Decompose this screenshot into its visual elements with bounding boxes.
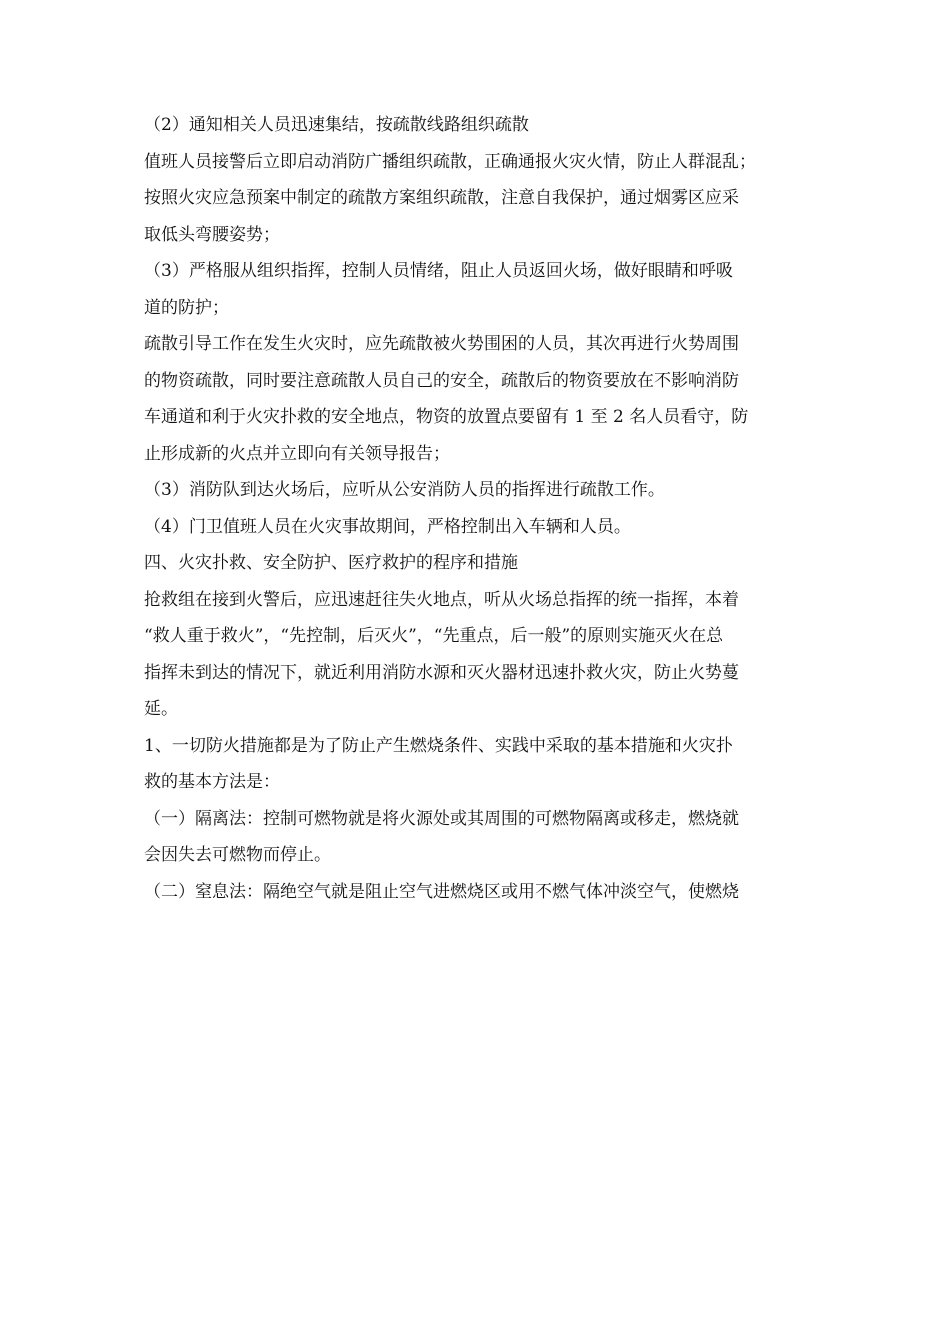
text-line: 抢救组在接到火警后，应迅速赶往失火地点，听从火场总指挥的统一指挥，本着 xyxy=(144,589,739,610)
text-line: 值班人员接警后立即启动消防广播组织疏散，正确通报火灾火情，防止人群混乱； xyxy=(144,151,756,172)
text-line: 1、一切防火措施都是为了防止产生燃烧条件、实践中采取的基本措施和火灾扑 xyxy=(144,735,733,756)
text-line: 救的基本方法是： xyxy=(144,772,280,792)
text-line: 按照火灾应急预案中制定的疏散方案组织疏散，注意自我保护，通过烟雾区应采 xyxy=(144,188,739,208)
text-line: （4）门卫值班人员在火灾事故期间，严格控制出入车辆和人员。 xyxy=(144,516,631,537)
text-line: 的物资疏散，同时要注意疏散人员自己的安全，疏散后的物资要放在不影响消防 xyxy=(144,370,739,391)
paragraph-rescue-team xyxy=(144,582,814,728)
text-line: 疏散引导工作在发生火灾时，应先疏散被火势围困的人员，其次再进行火势周围 xyxy=(144,334,739,354)
text-line: 会因失去可燃物而停止。 xyxy=(144,845,331,865)
paragraph-evacuation-plan xyxy=(144,180,814,253)
text-line: “救人重于救火”，“先控制，后灭火”，“先重点，后一般”的原则实施灭火在总 xyxy=(144,626,724,646)
text-line: 道的防护； xyxy=(144,297,229,318)
paragraph-obey-command xyxy=(144,253,814,326)
text-line: （3）严格服从组织指挥，控制人员情绪，阻止人员返回火场，做好眼睛和呼吸 xyxy=(144,261,733,281)
text-line: （3）消防队到达火场后，应听从公安消防人员的指挥进行疏散工作。 xyxy=(144,480,665,500)
paragraph-basic-methods xyxy=(144,728,814,801)
paragraph-duty-broadcast xyxy=(144,144,814,181)
text-line: 取低头弯腰姿势； xyxy=(144,224,280,245)
text-line: （2）通知相关人员迅速集结，按疏散线路组织疏散 xyxy=(144,115,529,135)
paragraph-evacuation-guidance xyxy=(144,326,814,472)
text-line: 延。 xyxy=(144,699,178,719)
text-line: 车通道和利于火灾扑救的安全地点，物资的放置点要留有 1 至 2 名人员看守，防 xyxy=(144,407,749,427)
paragraph-notify-evacuation xyxy=(144,107,814,144)
document-body xyxy=(144,107,814,910)
paragraph-suffocation-method xyxy=(144,874,814,911)
text-line: （一）隔离法：控制可燃物就是将火源处或其周围的可燃物隔离或移走，燃烧就 xyxy=(144,808,739,829)
paragraph-gate-guard xyxy=(144,509,814,546)
paragraph-fire-brigade xyxy=(144,472,814,509)
text-line: （二）窒息法：隔绝空气就是阻止空气进燃烧区或用不燃气体冲淡空气，使燃烧 xyxy=(144,881,739,902)
section-heading: 四、火灾扑救、安全防护、医疗救护的程序和措施 xyxy=(144,553,518,573)
text-line: 止形成新的火点并立即向有关领导报告； xyxy=(144,443,450,464)
paragraph-isolation-method xyxy=(144,801,814,874)
section-heading-fire-fighting xyxy=(144,545,814,582)
text-line: 指挥未到达的情况下，就近利用消防水源和灭火器材迅速扑救火灾，防止火势蔓 xyxy=(144,662,739,683)
